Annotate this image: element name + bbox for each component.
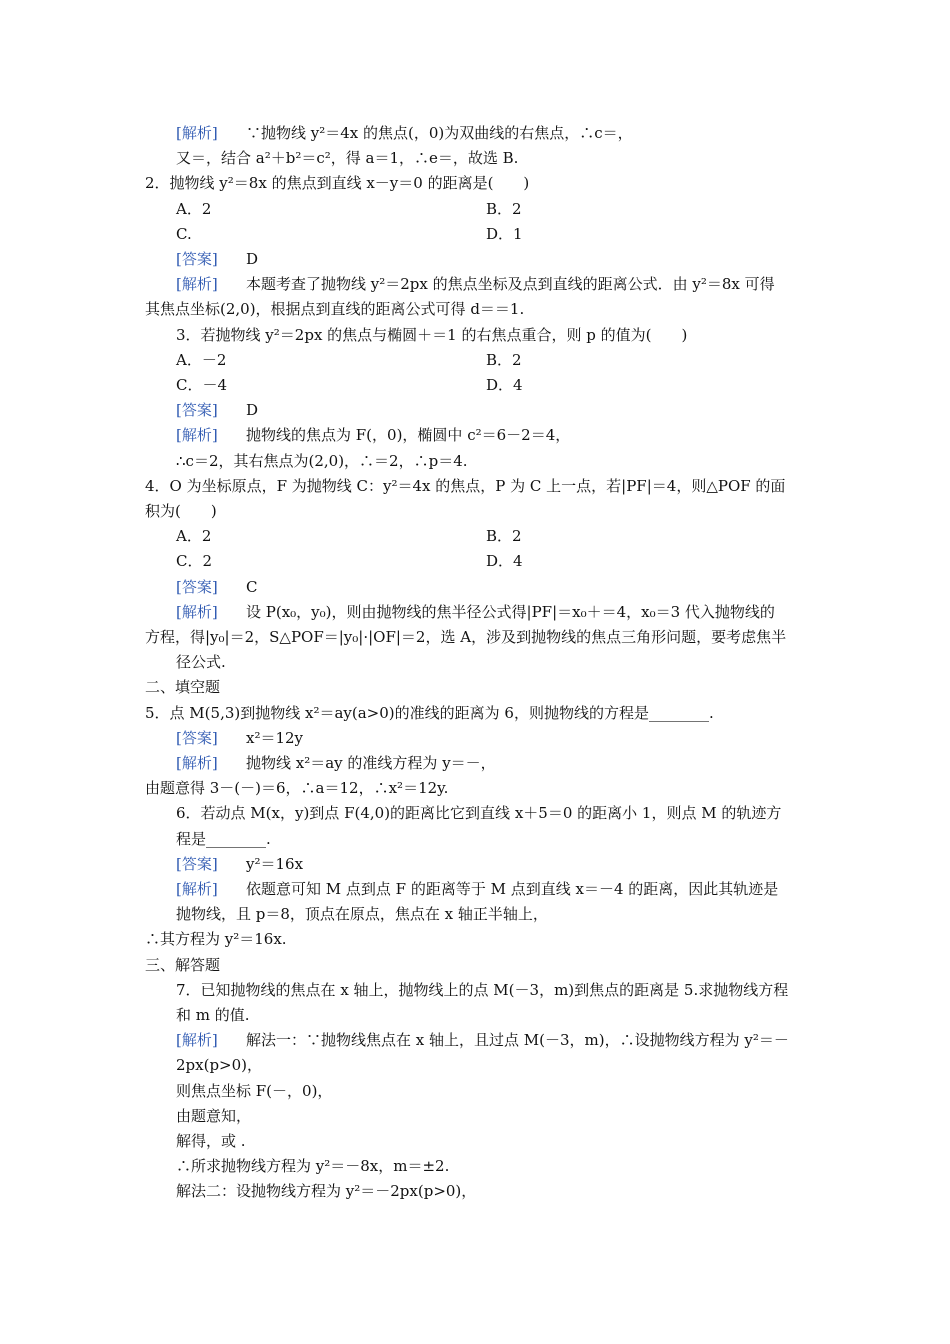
- line-text: 又＝，结合 a²＋b²＝c²，得 a＝1，∴e＝，故选 B.: [176, 149, 519, 168]
- line-text: 解法二：设抛物线方程为 y²＝－2px(p>0)，: [176, 1182, 477, 1201]
- line-text: 径公式.: [176, 653, 226, 672]
- section-tag: [解析]: [176, 275, 218, 294]
- text-line: [0, 171, 950, 196]
- text-line: [0, 902, 950, 927]
- text-line: [0, 776, 950, 801]
- line-text: 5．点 M(5,3)到抛物线 x²＝ay(a>0)的准线的距离为 6，则抛物线的方程是________.: [145, 703, 714, 722]
- line-text: 程是________.: [176, 829, 271, 848]
- section-tag: [解析]: [176, 426, 218, 445]
- section-tag: [答案]: [176, 250, 218, 268]
- text-line: [0, 801, 950, 826]
- text-line: [0, 852, 950, 877]
- line-text: 本题考查了抛物线 y²＝2px 的焦点坐标及点到直线的距离公式．由 y²＝8x 可得: [246, 275, 775, 294]
- line-text: C: [246, 577, 258, 596]
- option-b: B．2: [486, 350, 522, 369]
- text-line: [0, 373, 950, 398]
- text-line: [0, 499, 950, 524]
- line-text: y²＝16x: [246, 854, 304, 873]
- text-line: [0, 1179, 950, 1204]
- line-text: ∴其方程为 y²＝16x.: [145, 930, 287, 949]
- text-line: [0, 675, 950, 700]
- option-a: A．2: [176, 199, 212, 218]
- text-line: [0, 121, 950, 146]
- section-tag: [解析]: [176, 754, 218, 772]
- text-line: [0, 751, 950, 776]
- option-b: D．4: [486, 376, 523, 394]
- section-tag: [解析]: [176, 880, 218, 898]
- line-text: 二、填空题: [145, 678, 221, 697]
- option-b: D．1: [486, 224, 523, 243]
- text-line: [0, 197, 950, 222]
- text-line: [0, 927, 950, 952]
- text-line: [0, 1104, 950, 1129]
- line-text: 方程，得|y₀|＝2，S△POF＝|y₀|·|OF|＝2，选 A，涉及到抛物线的焦点三角形问题，要考虑焦半: [145, 628, 787, 646]
- text-line: [0, 323, 950, 348]
- line-text: 2px(p>0)，: [176, 1056, 263, 1075]
- text-line: [0, 524, 950, 549]
- text-line: [0, 953, 950, 978]
- section-tag: [解析]: [176, 602, 218, 621]
- line-text: 抛物线，且 p＝8，顶点在原点，焦点在 x 轴正半轴上，: [176, 905, 548, 924]
- option-a: C.: [176, 224, 192, 243]
- section-tag: [答案]: [176, 401, 218, 420]
- option-a: C．2: [176, 552, 213, 571]
- text-line: [0, 650, 950, 675]
- line-text: ∴所求抛物线方程为 y²＝－8x，m＝±2.: [176, 1157, 450, 1176]
- text-line: [0, 1003, 950, 1028]
- line-text: ∵抛物线 y²＝4x 的焦点(，0)为双曲线的右焦点，∴c＝，: [246, 124, 633, 142]
- text-line: [0, 297, 950, 322]
- option-a: C．－4: [176, 376, 228, 394]
- text-line: [0, 877, 950, 902]
- text-line: [0, 272, 950, 297]
- text-line: [0, 348, 950, 373]
- text-line: [0, 398, 950, 423]
- text-line: [0, 575, 950, 600]
- line-text: 则焦点坐标 F(－，0)，: [176, 1081, 333, 1100]
- text-line: [0, 449, 950, 474]
- section-tag: [答案]: [176, 577, 218, 596]
- option-b: B．2: [486, 199, 522, 218]
- line-text: 和 m 的值.: [176, 1006, 250, 1024]
- line-text: ∴c＝2，其右焦点为(2,0)，∴＝2，∴p＝4.: [176, 451, 468, 470]
- text-line: [0, 146, 950, 171]
- line-text: 解得，或 .: [176, 1132, 246, 1150]
- text-line: [0, 474, 950, 499]
- line-text: 由题意得 3－(－)＝6，∴a＝12，∴x²＝12y.: [145, 779, 449, 798]
- text-line: [0, 1079, 950, 1104]
- line-text: 设 P(x₀，y₀)，则由抛物线的焦半径公式得|PF|＝x₀＋＝4，x₀＝3 代入抛物线的: [246, 602, 775, 621]
- line-text: 3．若抛物线 y²＝2px 的焦点与椭圆＋＝1 的右焦点重合，则 p 的值为( ): [176, 325, 688, 344]
- line-text: 积为( ): [145, 502, 217, 520]
- option-b: D．4: [486, 552, 523, 571]
- text-line: [0, 978, 950, 1003]
- option-a: A．2: [176, 527, 212, 546]
- text-line: [0, 1154, 950, 1179]
- text-line: [0, 247, 950, 272]
- line-text: 6．若动点 M(x，y)到点 F(4,0)的距离比它到直线 x＋5＝0 的距离小 1，则点 M 的轨迹方: [176, 804, 782, 823]
- line-text: x²＝12y: [246, 728, 304, 747]
- line-text: D: [246, 250, 259, 268]
- text-line: [0, 222, 950, 247]
- line-text: 7．已知抛物线的焦点在 x 轴上，抛物线上的点 M(－3，m)到焦点的距离是 5.求抛物线方程: [176, 980, 789, 999]
- text-line: [0, 600, 950, 625]
- line-text: 2．抛物线 y²＝8x 的焦点到直线 x－y＝0 的距离是( ): [145, 174, 530, 193]
- text-line: [0, 549, 950, 574]
- line-text: 4．O 为坐标原点，F 为抛物线 C：y²＝4x 的焦点，P 为 C 上一点，若|PF|＝4，则△POF 的面: [145, 476, 786, 495]
- line-text: 抛物线的焦点为 F(，0)，椭圆中 c²＝6－2＝4，: [246, 426, 571, 445]
- line-text: 其焦点坐标(2,0)，根据点到直线的距离公式可得 d＝＝1.: [145, 300, 525, 319]
- line-text: 由题意知，: [176, 1106, 252, 1125]
- section-tag: [答案]: [176, 854, 218, 873]
- line-text: 三、解答题: [145, 955, 221, 974]
- option-b: B．2: [486, 527, 522, 546]
- line-text: D: [246, 401, 259, 420]
- text-line: [0, 1129, 950, 1154]
- text-line: [0, 701, 950, 726]
- line-text: 抛物线 x²＝ay 的准线方程为 y＝－，: [246, 754, 496, 772]
- text-line: [0, 1053, 950, 1078]
- line-text: 解法一：∵抛物线焦点在 x 轴上，且过点 M(－3，m)，∴设抛物线方程为 y²＝－: [246, 1031, 789, 1050]
- text-line: [0, 423, 950, 448]
- text-line: [0, 827, 950, 852]
- line-text: 依题意可知 M 点到点 F 的距离等于 M 点到直线 x＝－4 的距离，因此其轨迹是: [246, 880, 779, 898]
- option-a: A．－2: [176, 350, 227, 369]
- text-line: [0, 1028, 950, 1053]
- text-line: [0, 726, 950, 751]
- section-tag: [答案]: [176, 728, 218, 747]
- section-tag: [解析]: [176, 124, 218, 142]
- text-line: [0, 625, 950, 650]
- section-tag: [解析]: [176, 1031, 218, 1050]
